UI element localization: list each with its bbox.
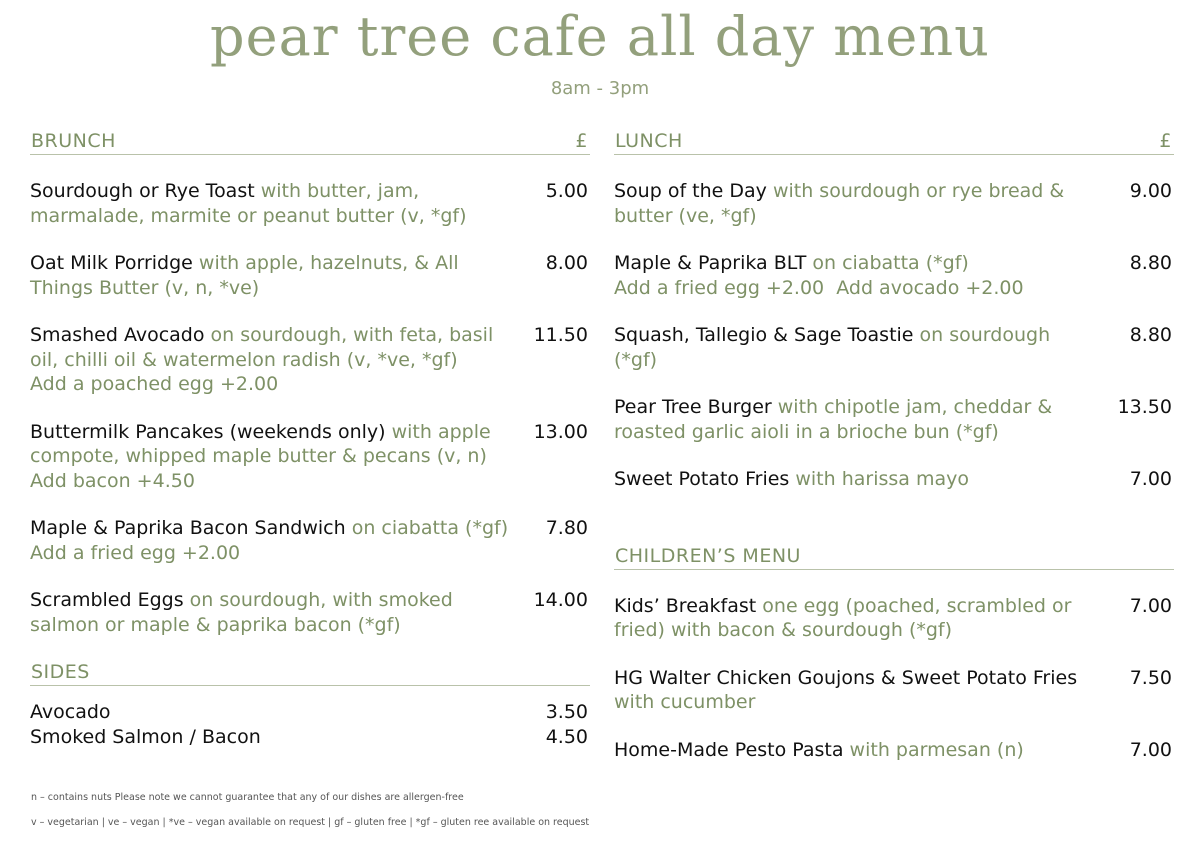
childrens-menu-items — [614, 570, 1174, 763]
item-detail: with butter, jam, marmalade, marmite or peanut butter (v, *gf) — [30, 180, 467, 227]
item-extra: Add a poached egg +2.00 — [30, 373, 279, 395]
item-detail: on ciabatta (*gf) — [345, 517, 509, 539]
item-detail: on ciabatta (*gf) — [806, 252, 969, 274]
menu-item — [30, 420, 590, 494]
item-name: Buttermilk Pancakes (weekends only) — [30, 420, 386, 443]
side-item — [30, 725, 590, 750]
item-name: Maple & Paprika Bacon Sandwich — [30, 517, 346, 539]
menu-item — [30, 516, 590, 565]
brunch-heading: BRUNCH — [31, 130, 116, 152]
brunch-section — [30, 126, 590, 637]
item-detail: with cucumber — [614, 691, 756, 713]
allergen-note: n – contains nuts Please note we cannot guarantee that any of our dishes are allergen-free — [31, 792, 464, 803]
sides-section — [30, 657, 590, 749]
sides-header — [30, 657, 590, 686]
item-detail: on sourdough, with smoked salmon or maple & paprika bacon (*gf) — [30, 589, 453, 636]
item-name: Pear Tree Burger — [614, 396, 772, 418]
brunch-currency: £ — [575, 130, 588, 152]
childrens-menu-section — [614, 541, 1174, 763]
item-price: 13.50 — [1117, 396, 1172, 418]
menu-item — [614, 738, 1174, 763]
left-column — [30, 126, 590, 749]
item-detail: with apple, hazelnuts, & All Things Butter (v, n, *ve) — [30, 252, 459, 299]
item-detail: with chipotle jam, cheddar & roasted garlic aioli in a brioche bun (*gf) — [614, 396, 1053, 443]
item-price: 7.00 — [1129, 594, 1172, 617]
item-extra: Add a fried egg +2.00 — [30, 541, 241, 564]
item-price: 7.80 — [545, 517, 588, 539]
item-detail: with parmesan (n) — [843, 738, 1024, 761]
item-detail: with harissa mayo — [789, 468, 969, 490]
lunch-currency: £ — [1159, 130, 1172, 152]
sides-items — [30, 686, 590, 749]
right-column — [614, 126, 1174, 785]
menu-item — [614, 323, 1174, 372]
menu-item — [30, 323, 590, 397]
item-name: Sweet Potato Fries — [614, 468, 790, 490]
sides-heading: SIDES — [31, 661, 90, 683]
lunch-header — [614, 126, 1174, 155]
menu-item — [30, 179, 590, 228]
brunch-items — [30, 155, 590, 637]
item-name: Maple & Paprika BLT — [614, 252, 807, 274]
side-item — [30, 700, 590, 725]
item-detail: one egg (poached, scrambled or fried) with bacon & sourdough (*gf) — [614, 594, 1072, 641]
item-price: 7.00 — [1129, 468, 1172, 490]
item-extra: Add bacon +4.50 — [30, 469, 195, 492]
item-name: Oat Milk Porridge — [30, 252, 193, 274]
menu-item — [30, 251, 590, 300]
menu-item — [614, 395, 1174, 444]
menu-item — [614, 467, 1174, 492]
side-price: 4.50 — [545, 725, 588, 748]
menu-item — [614, 666, 1174, 715]
childrens-menu-heading: CHILDREN’S MENU — [615, 544, 801, 567]
lunch-items — [614, 155, 1174, 492]
item-name: Kids’ Breakfast — [614, 594, 757, 617]
item-price: 9.00 — [1129, 180, 1172, 202]
item-name: Soup of the Day — [614, 180, 767, 202]
menu-title: pear tree cafe all day menu — [210, 5, 990, 68]
item-price: 8.80 — [1129, 324, 1172, 346]
item-name: Smashed Avocado — [30, 324, 205, 346]
opening-hours: 8am - 3pm — [550, 78, 650, 99]
item-detail: on sourdough, with feta, basil oil, chilli oil & watermelon radish (v, *ve, *gf) — [30, 324, 494, 371]
item-price: 7.50 — [1129, 666, 1172, 689]
item-price: 7.00 — [1129, 738, 1172, 761]
item-price: 11.50 — [533, 324, 588, 346]
item-name: Home-Made Pesto Pasta — [614, 738, 844, 761]
dietary-key: v – vegetarian | ve – vegan | *ve – vegan available on request | gf – gluten free | *gf – gluten ree available on request — [31, 817, 590, 828]
item-name: Squash, Tallegio & Sage Toastie — [614, 324, 914, 346]
item-price: 5.00 — [545, 180, 588, 202]
side-name: Avocado — [30, 701, 111, 723]
item-detail: with sourdough or rye bread & butter (ve, *gf) — [614, 180, 1065, 227]
menu-item — [614, 251, 1174, 300]
item-detail: with apple compote, whipped maple butter & pecans (v, n) — [30, 420, 491, 467]
side-name: Smoked Salmon / Bacon — [30, 725, 261, 748]
childrens-menu-header — [614, 541, 1174, 570]
item-extra: Add a fried egg +2.00 Add avocado +2.00 — [614, 276, 1024, 299]
item-price: 8.80 — [1129, 252, 1172, 274]
menu-item — [614, 594, 1174, 643]
brunch-header — [30, 126, 590, 155]
item-price: 8.00 — [545, 252, 588, 274]
item-price: 14.00 — [533, 589, 588, 611]
menu-item — [30, 588, 590, 637]
side-price: 3.50 — [545, 701, 588, 723]
lunch-heading: LUNCH — [615, 130, 683, 152]
menu-item — [614, 179, 1174, 228]
item-name: Scrambled Eggs — [30, 589, 184, 611]
item-price: 13.00 — [533, 420, 588, 443]
item-name: HG Walter Chicken Goujons & Sweet Potato Fries — [614, 666, 1078, 689]
item-detail: on sourdough (*gf) — [614, 324, 1051, 371]
lunch-section — [614, 126, 1174, 492]
item-name: Sourdough or Rye Toast — [30, 180, 255, 202]
